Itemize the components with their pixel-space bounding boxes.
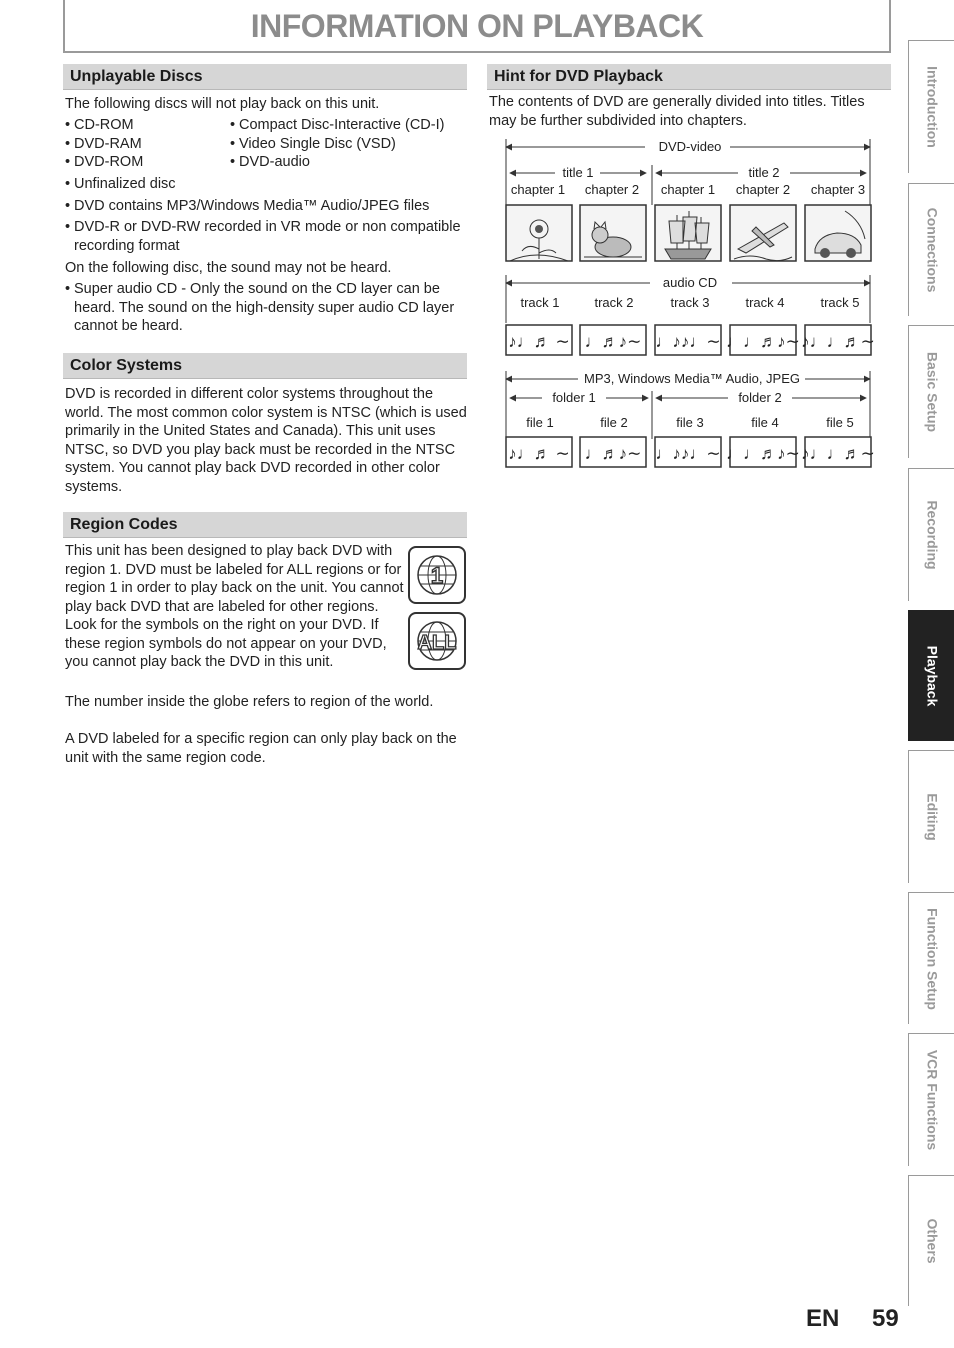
unplayable-intro: The following discs will not play back on this unit.: [65, 96, 380, 112]
tab-label: Recording: [923, 500, 940, 570]
music-notes-icon: ♩♩♬♪∼: [726, 444, 800, 463]
dvd-structure-diagram: [500, 135, 880, 475]
list-item: • DVD-R or DVD-RW recorded in VR mode or non compatible recording format: [65, 218, 465, 255]
music-notes-icon: ♩♬♪∼: [584, 332, 642, 351]
tab-editing[interactable]: [908, 750, 954, 883]
list-item: • Video Single Disc (VSD): [230, 135, 465, 154]
car-icon: [805, 205, 871, 261]
list-item: • DVD-ROM: [65, 153, 225, 172]
tab-introduction[interactable]: [908, 40, 954, 173]
unplayable-list-more: [65, 175, 465, 255]
music-notes-icon: ♩♩♬♪∼: [726, 332, 800, 351]
title-frame: [63, 0, 891, 53]
file-label: file 3: [676, 415, 704, 430]
unplayable-list-col1: [65, 116, 225, 172]
color-systems-body: DVD is recorded in different color systems throughout the world. The most common color system is NTSC (which is used primarily in the United States and Canada). This unit uses NTSC, so DVD you play back must be recorded in the NTSC system. You cannot play back DVD recorded in other color systems.: [65, 386, 467, 495]
region-1-globe-icon: [408, 546, 466, 604]
file-labels: [526, 415, 853, 430]
hint-body: The contents of DVD are generally divided into titles. Titles may be further subdivided into chapters.: [489, 94, 865, 129]
track-label: track 4: [745, 295, 785, 310]
tab-label: Basic Setup: [923, 351, 940, 433]
list-item: • DVD-RAM: [65, 135, 225, 154]
track-label: track 3: [670, 295, 710, 310]
page-number: 59: [872, 1305, 899, 1332]
dvd-video-label: DVD-video: [658, 139, 722, 154]
ship-icon: [655, 205, 721, 261]
chapter-thumbnails: [506, 205, 871, 261]
airplane-icon: [730, 205, 796, 261]
track-label: track 2: [594, 295, 634, 310]
music-notes-icon: ♩♪♪♩∼: [655, 332, 721, 351]
tab-others[interactable]: [908, 1175, 954, 1306]
file-label: file 5: [826, 415, 854, 430]
file-label: file 1: [526, 415, 554, 430]
music-notes-icon: ♩♬♪∼: [584, 444, 642, 463]
sound-list: [65, 280, 467, 336]
file-boxes: [506, 437, 875, 467]
chapter-labels: [511, 182, 865, 197]
section-heading-unplayable: Unplayable Discs: [63, 64, 467, 90]
tab-vcr-functions[interactable]: [908, 1033, 954, 1166]
music-notes-icon: ♪♩♩♬∼: [801, 444, 875, 463]
list-item: • DVD contains MP3/Windows Media™ Audio/JPEG files: [65, 197, 465, 216]
file-label: file 2: [600, 415, 628, 430]
title-1-label: title 1: [562, 165, 594, 180]
list-item: • DVD-audio: [230, 153, 465, 172]
track-labels: [520, 295, 859, 310]
track-label: track 1: [520, 295, 560, 310]
list-item: • Compact Disc-Interactive (CD-I): [230, 116, 465, 135]
thumbnail-frame: [730, 205, 796, 261]
section-heading-hint: Hint for DVD Playback: [487, 64, 891, 90]
region-codes-body: This unit has been designed to play back DVD with region 1. DVD must be labeled for ALL regions or for region 1 in order to play back on the unit. You cannot play back DVD that are labeled for other regions. Look for the symbols on the right on your DVD. If these region symbols do not appear on your DVD, you cannot play back the DVD in this unit.: [65, 543, 404, 670]
folder-1-label: folder 1: [552, 390, 596, 405]
chapter-label: chapter 3: [810, 182, 866, 197]
side-tab-nav: [908, 40, 954, 1306]
music-notes-icon: ♪♩♩♬∼: [801, 332, 875, 351]
tab-recording[interactable]: [908, 468, 954, 601]
region-note-2: A DVD labeled for a specific region can only play back on the unit with the same region code.: [65, 731, 457, 766]
chapter-label: chapter 2: [735, 182, 791, 197]
tab-label: Introduction: [923, 66, 940, 148]
music-notes-icon: ♩♪♪♩∼: [655, 444, 721, 463]
section-heading-region-codes: Region Codes: [63, 512, 467, 538]
music-notes-icon: ♪♩♬ ∼: [508, 444, 570, 463]
region-all-globe-icon: [408, 612, 466, 670]
list-item: • Unfinalized disc: [65, 175, 465, 194]
tab-connections[interactable]: [908, 183, 954, 316]
folder-2-label: folder 2: [738, 390, 782, 405]
tab-basic-setup[interactable]: [908, 325, 954, 458]
unplayable-list-col2: [230, 116, 465, 172]
music-notes-icon: ♪♩♬ ∼: [508, 332, 570, 351]
tab-label: Others: [923, 1218, 940, 1264]
tab-function-setup[interactable]: [908, 892, 954, 1024]
tab-label: Playback: [923, 645, 940, 707]
page-title: INFORMATION ON PLAYBACK: [250, 8, 704, 44]
track-boxes: [506, 325, 875, 355]
section-heading-color-systems: Color Systems: [63, 353, 467, 379]
list-item: • Super audio CD - Only the sound on the CD layer can be heard. The sound on the high-density super audio CD layer cannot be heard.: [65, 280, 467, 336]
tab-label: VCR Functions: [923, 1049, 940, 1151]
flower-icon: [506, 205, 572, 261]
region-1-label: 1: [430, 563, 444, 588]
list-item: • CD-ROM: [65, 116, 225, 135]
track-label: track 5: [820, 295, 860, 310]
cat-icon: [580, 205, 646, 261]
region-all-label: ALL: [417, 632, 457, 654]
tab-label: Connections: [923, 207, 940, 293]
audio-cd-label: audio CD: [662, 275, 718, 290]
tab-playback[interactable]: [908, 610, 954, 741]
file-label: file 4: [751, 415, 779, 430]
language-label: EN: [806, 1305, 840, 1332]
chapter-label: chapter 1: [660, 182, 716, 197]
tab-label: Function Setup: [923, 907, 940, 1010]
region-note-1: The number inside the globe refers to region of the world.: [65, 694, 434, 710]
tab-label: Editing: [923, 793, 940, 841]
chapter-label: chapter 2: [584, 182, 640, 197]
mp3-label: MP3, Windows Media™ Audio, JPEG: [583, 371, 801, 386]
chapter-label: chapter 1: [510, 182, 566, 197]
title-2-label: title 2: [748, 165, 780, 180]
sound-intro: On the following disc, the sound may not be heard.: [65, 260, 392, 276]
